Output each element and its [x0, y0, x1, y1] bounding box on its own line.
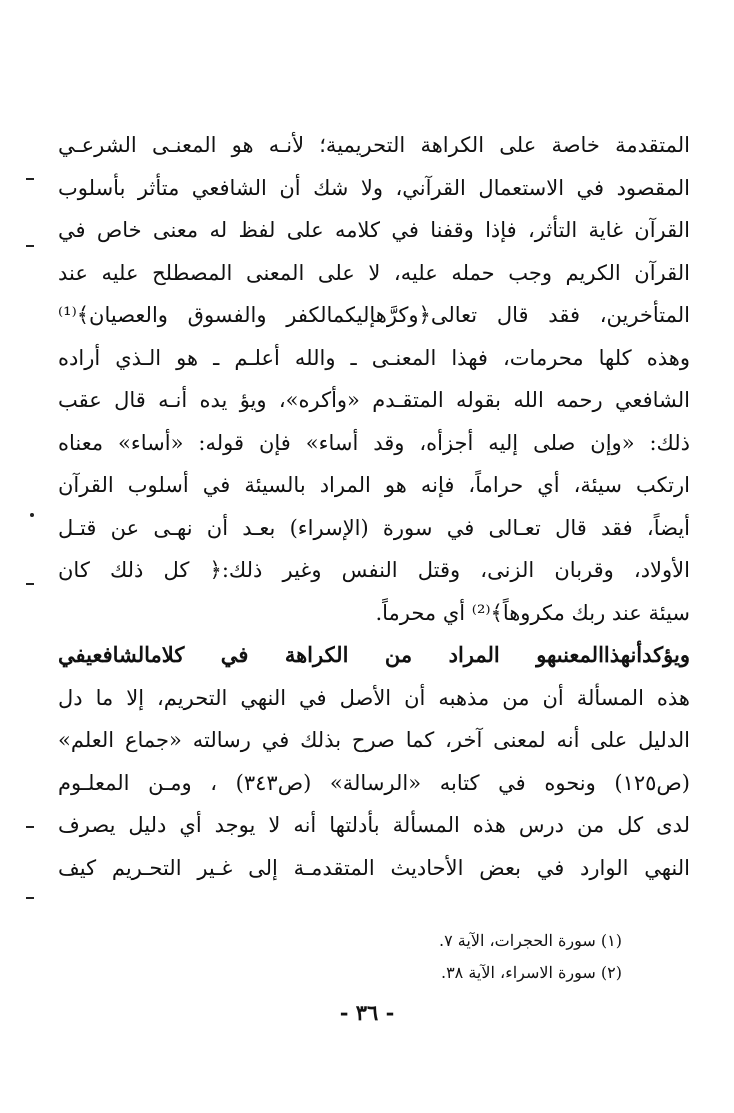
footnote: (٢) سورة الاسراء، الآية ٣٨.	[440, 963, 622, 982]
text-line: المقصود في الاستعمال القرآني، ولا شك أن الشافعي متأثر بأسلوب	[58, 175, 690, 200]
main-text	[58, 124, 690, 889]
margin-mark	[26, 897, 34, 899]
text-line: (ص١٢٥) ونحوه في كتابه «الرسالة» (ص٣٤٣) ، ومـن المعلـوم	[58, 770, 690, 795]
margin-mark	[26, 178, 34, 180]
text-line: هذه المسألة أن من مذهبه أن الأصل في النهي التحريم، إلا ما دل	[58, 685, 690, 710]
margin-mark	[30, 513, 34, 517]
page-number: - ٣٦ -	[339, 1000, 395, 1025]
footnotes	[102, 925, 622, 989]
text-line: القرآن غاية التأثر، فإذا وقفنا في كلامه على لفظ له معنى خاص في	[58, 218, 690, 242]
text-line: وهذه كلها محرمات، فهذا المعنـى ـ والله أعلـم ـ هو الـذي أراده	[58, 345, 690, 370]
text-line: سيئة عند ربك مكروهاً﴾⁽²⁾ أي محرماً.	[375, 600, 690, 625]
text-line: لدى كل من درس هذه المسألة بأدلتها أنه لا يوجد أي دليل يصرف	[58, 813, 690, 837]
text-line: ويؤكدأنهذاالمعنىهو المراد من الكراهة في كلامالشافعيفي	[58, 642, 690, 667]
text-line: الشافعي رحمه الله بقوله المتقـدم «وأكره»، ويؤ يده أنـه قال عقب	[58, 388, 690, 412]
text-line: أيضاً، فقد قال تعـالى في سورة (الإسراء) بعـد أن نهـى عن قتـل	[58, 515, 690, 540]
text-line: المتأخرين، فقد قال تعالى﴿وكرَّهإليكمالكفر والفسوق والعصيان﴾⁽¹⁾	[58, 303, 690, 327]
text-line: النهي الوارد في بعض الأحاديث المتقدمـة إلى غـير التحـريم كيف	[58, 855, 690, 880]
text-line: القرآن الكريم وجب حمله عليه، لا على المعنى المصطلح عليه عند	[58, 260, 690, 285]
text-line: ذلك: «وإن صلى إليه أجزأه، وقد أساء» فإن قوله: «أساء» معناه	[58, 430, 690, 455]
margin-mark	[26, 245, 34, 247]
text-line: الدليل على أنه لمعنى آخر، كما صرح بذلك في رسالته «جماع العلم»	[58, 728, 690, 752]
text-line: الأولاد، وقربان الزنى، وقتل النفس وغير ذلك:﴿ كل ذلك كان	[58, 558, 690, 582]
text-line: ارتكب سيئة، أي حراماً، فإنه هو المراد بالسيئة في أسلوب القرآن	[58, 473, 690, 497]
margin-mark	[26, 583, 34, 585]
text-line: المتقدمة خاصة على الكراهة التحريمية؛ لأنـه هو المعنـى الشرعـي	[58, 133, 690, 157]
footnote: (١) سورة الحجرات، الآية ٧.	[439, 931, 622, 950]
margin-mark	[26, 826, 34, 828]
